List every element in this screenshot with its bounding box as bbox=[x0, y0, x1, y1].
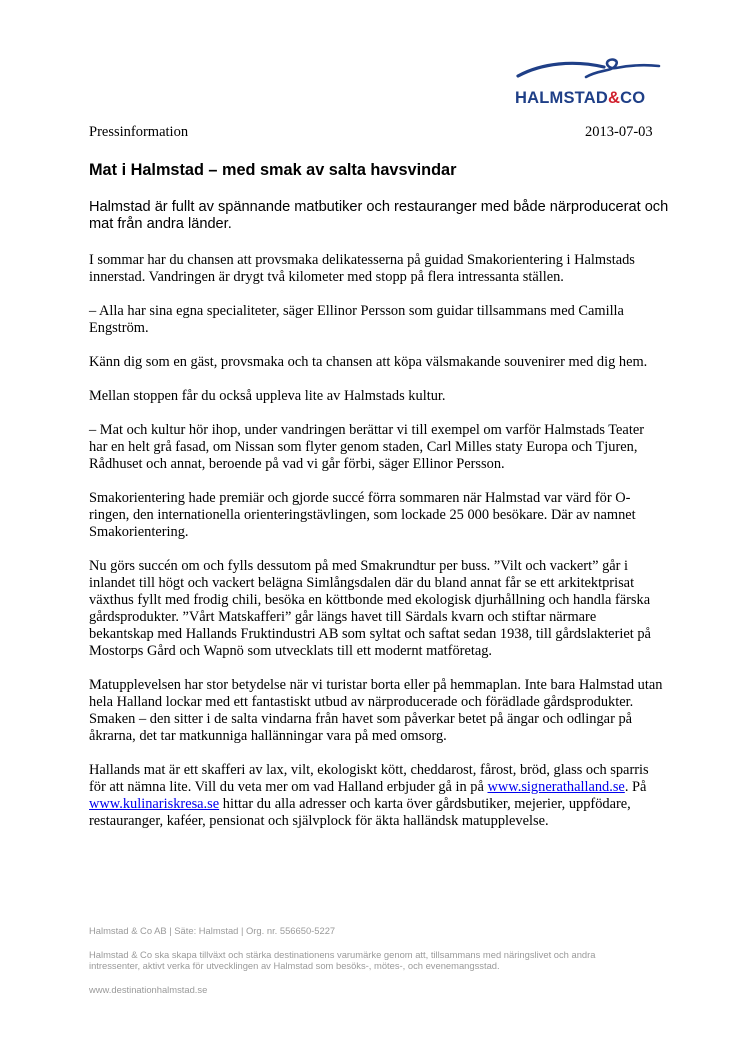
logo-text-amp: & bbox=[607, 89, 621, 107]
paragraph: Matupplevelsen har stor betydelse när vi turistar borta eller på hemmaplan. Inte bara Halmstad utan hela Halland lockar med ett fantastiskt utbud av närproducerade och förädlade gårdsprodukter. Smaken – den sitter i de salta vindarna från havet som påverkar betet på ängar och odlingar på åkrarna, det tar matkunniga hallänningar vara på med omsorg. bbox=[89, 677, 663, 744]
doc-date: 2013-07-03 bbox=[585, 124, 653, 140]
page-footer bbox=[89, 925, 649, 995]
paragraph-text: . På bbox=[624, 779, 647, 795]
doc-type: Pressinformation bbox=[89, 124, 189, 140]
logo-text-main: HALMSTAD bbox=[515, 89, 608, 107]
paragraph: Känn dig som en gäst, provsmaka och ta chansen att köpa välsmakande souvenirer med dig hem. bbox=[89, 354, 648, 370]
paragraph-text: hittar du alla adresser och karta över gårdsbutiker, mejerier, uppfödare, restauranger, kaféer, pensionat och självplock för äkta halländsk matupplevelse. bbox=[89, 796, 631, 829]
article-lead: Halmstad är fullt av spännande matbutiker och restauranger med både närproducerat och mat från andra länder. bbox=[89, 199, 669, 232]
paragraph-with-links bbox=[89, 762, 664, 830]
article-title: Mat i Halmstad – med smak av salta havsvindar bbox=[89, 161, 457, 179]
paragraph: Nu görs succén om och fylls dessutom på med Smakrundtur per buss. ”Vilt och vackert” går i inlandet till högt och vackert belägna Simlångsdalen där du bland annat får se ett arkitektprisat växthus fyllt med frodig chili, besöka en köttbonde med ekologisk djurhållning och handla färska gårdsprodukter. ”Vårt Matskafferi” går längs havet till Särdals kvarn och stiftar närmare bekantskap med Hallands Fruktindustri AB som syltat och saftat sedan 1938, till gårdslakteriet på Mostorps Gård och Wapnö som utvecklats till ett modernt matföretag. bbox=[89, 558, 651, 659]
footer-website: www.destinationhalmstad.se bbox=[89, 983, 208, 995]
article-body bbox=[89, 252, 664, 847]
link-signerathalland[interactable]: www.signerathalland.se bbox=[487, 779, 625, 795]
logo-text-end: CO bbox=[620, 89, 646, 107]
paragraph: Smakorientering hade premiär och gjorde succé förra sommaren när Halmstad var värd för O-ringen, den internationella orienteringstävlingen, som lockade 25 000 besökare. Där av namnet Smakorientering. bbox=[89, 490, 636, 540]
footer-company-line: Halmstad & Co AB | Säte: Halmstad | Org. nr. 556650-5227 bbox=[89, 925, 336, 936]
paragraph: I sommar har du chansen att provsmaka delikatesserna på guidad Smakorientering i Halmstads innerstad. Vandringen är drygt två kilometer med stopp på flera intressanta ställen. bbox=[89, 252, 635, 285]
link-kulinariskresa[interactable]: www.kulinariskresa.se bbox=[89, 796, 220, 812]
paragraph: Mellan stoppen får du också uppleva lite av Halmstads kultur. bbox=[89, 388, 446, 404]
logo-wordmark bbox=[515, 89, 645, 108]
footer-mission: Halmstad & Co ska skapa tillväxt och stärka destinationens varumärke genom att, tillsammans med näringslivet och andra intressenter, aktivt verka för utvecklingen av Halmstad som besöks-, mötes-, och evenemangsstad. bbox=[89, 948, 596, 971]
paragraph: – Alla har sina egna specialiteter, säger Ellinor Persson som guidar tillsammans med Camilla Engström. bbox=[89, 303, 624, 336]
wave-logo-icon bbox=[512, 57, 662, 87]
halmstad-co-logo bbox=[512, 57, 662, 109]
paragraph-text: Hallands mat är ett skafferi av lax, vilt, ekologiskt kött, cheddarost, fårost, bröd, glass och sparris för att nämna lite. Vill du veta mer om vad Halland erbjuder gå in på bbox=[89, 762, 649, 795]
paragraph: – Mat och kultur hör ihop, under vandringen berättar vi till exempel om varför Halmstads Teater har en helt grå fasad, om Nissan som flyter genom staden, Carl Milles staty Europa och Tjuren, Rådhuset och annat, beroende på vad vi går förbi, säger Ellinor Persson. bbox=[89, 422, 645, 472]
